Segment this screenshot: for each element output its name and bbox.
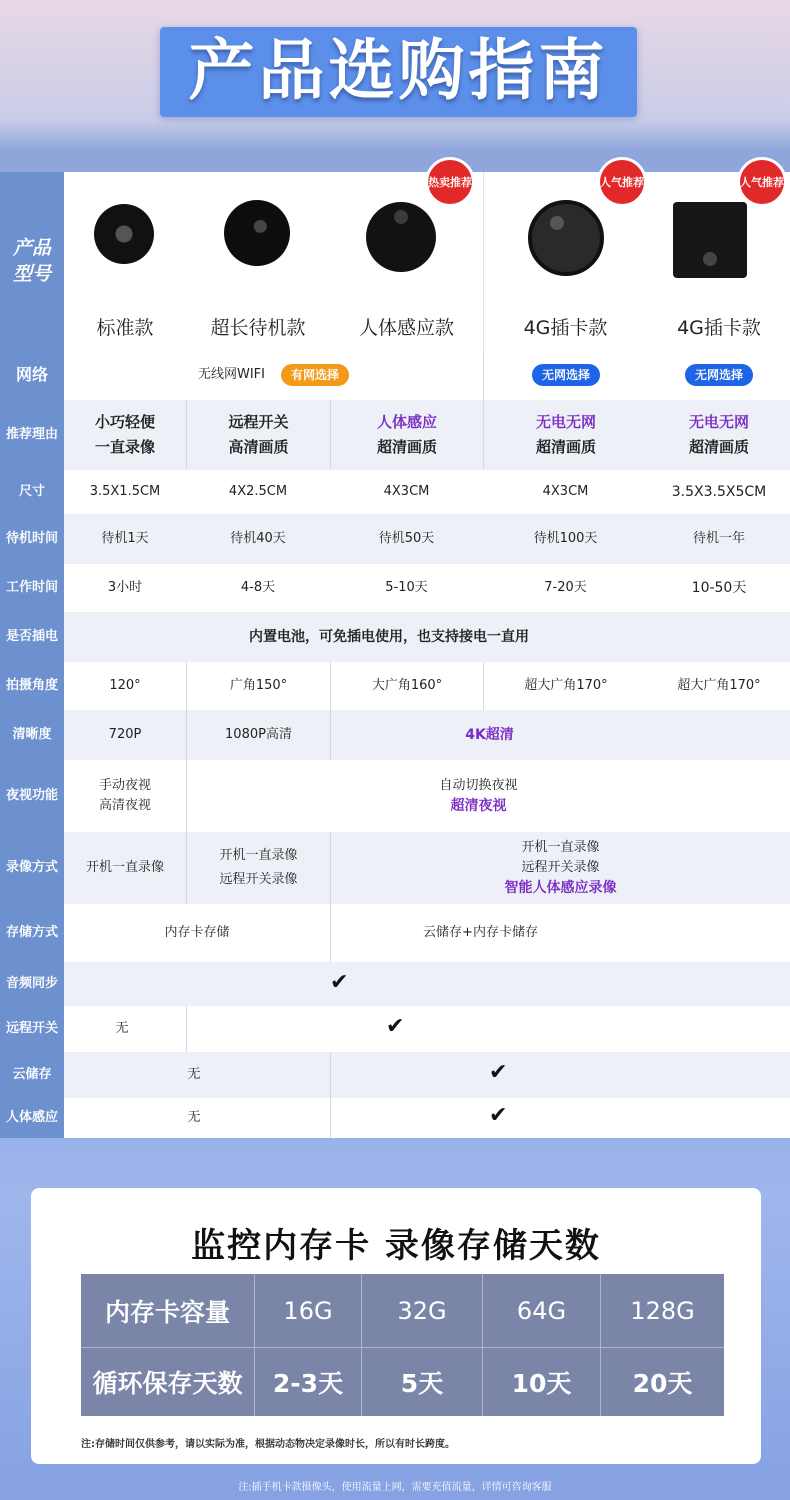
row-network <box>64 350 790 400</box>
memory-note: 注:存储时间仅供参考，请以实际为准，根据动态物决定录像时长，所以有时长跨度。 <box>81 1439 455 1450</box>
label-angle: 拍摄角度 <box>0 662 64 710</box>
audio-check-icon: ✔ <box>330 970 349 995</box>
row-reason <box>64 400 790 470</box>
label-remote: 远程开关 <box>0 1006 64 1052</box>
row-resolution <box>64 710 790 760</box>
camera-image-5 <box>673 202 747 278</box>
memory-cell-128g: 128G <box>601 1274 724 1348</box>
plug-text: 内置电池，可免插电使用，也支持接电一直用 <box>249 629 529 645</box>
remote-none: 无 <box>115 1021 129 1036</box>
standby-cell-2: 待机40天 <box>230 531 286 546</box>
row-human <box>64 1098 790 1138</box>
size-cell-3: 4X3CM <box>383 484 430 499</box>
resolution-cell-2: 1080P高清 <box>186 710 330 760</box>
reason-cell-3: 人体感应 超清画质 <box>330 400 483 470</box>
work-cell-2: 4-8天 <box>240 580 276 595</box>
standby-cell-3: 待机50天 <box>378 531 435 546</box>
standby-cell-4: 待机100天 <box>533 531 598 546</box>
label-resolution: 清晰度 <box>0 710 64 760</box>
row-standby <box>64 514 790 564</box>
angle-cell-3: 大广角160° <box>330 662 483 710</box>
popular-badge-1: 人气推荐 <box>600 160 644 204</box>
work-cell-4: 7-20天 <box>544 580 587 595</box>
title-banner <box>160 27 637 117</box>
wifi-pill: 有网选择 <box>281 364 349 386</box>
label-standby: 待机时间 <box>0 514 64 564</box>
human-none: 无 <box>187 1110 201 1125</box>
row-work <box>64 564 790 612</box>
camera-image-2 <box>224 200 290 266</box>
memory-cell-16g: 16G <box>255 1274 362 1348</box>
comparison-table <box>0 172 790 1138</box>
row-audio <box>64 962 790 1006</box>
label-network: 网络 <box>0 350 64 400</box>
record-cell-1: 开机一直录像 <box>85 860 164 875</box>
footer-note: 注:插手机卡款摄像头，使用流量上网，需要充值流量，详情可咨询客服 <box>238 1482 552 1493</box>
size-cell-1: 3.5X1.5CM <box>89 484 161 499</box>
memory-title: 监控内存卡 录像存储天数 <box>191 1226 601 1266</box>
row-angle <box>64 662 790 710</box>
memory-cell-64g: 64G <box>483 1274 601 1348</box>
page-title: 产品选购指南 <box>188 32 609 109</box>
label-audio: 音频同步 <box>0 962 64 1006</box>
night-cell-2: 自动切换夜视 超清夜视 <box>186 760 770 832</box>
memory-header-days: 循环保存天数 <box>81 1348 255 1416</box>
label-human: 人体感应 <box>0 1098 64 1138</box>
label-reason: 推荐理由 <box>0 400 64 470</box>
standby-cell-5: 待机一年 <box>692 531 745 546</box>
popular-badge-2: 人气推荐 <box>740 160 784 204</box>
human-check-icon: ✔ <box>489 1103 508 1128</box>
row-storage <box>64 904 790 962</box>
row-model <box>64 172 790 350</box>
storage-cell-1: 内存卡存储 <box>164 925 230 940</box>
label-record: 录像方式 <box>0 832 64 904</box>
angle-cell-1: 120° <box>109 678 141 693</box>
model-name-2: 超长待机款 <box>210 317 306 339</box>
label-cloud: 云储存 <box>0 1052 64 1098</box>
4g-pill-1: 无网选择 <box>532 364 600 386</box>
memory-cell-32g: 32G <box>362 1274 483 1348</box>
hot-badge: 热卖推荐 <box>428 160 472 204</box>
standby-cell-1: 待机1天 <box>101 531 149 546</box>
memory-card-panel <box>31 1188 761 1464</box>
memory-header-capacity: 内存卡容量 <box>81 1274 255 1348</box>
night-cell-1: 手动夜视 高清夜视 <box>98 778 151 813</box>
label-size: 尺寸 <box>0 470 64 514</box>
camera-image-4 <box>528 200 604 276</box>
wifi-text: 无线网WIFI <box>197 367 265 382</box>
row-night <box>64 760 790 832</box>
row-cloud <box>64 1052 790 1098</box>
record-cell-3: 开机一直录像 远程开关录像 智能人体感应录像 <box>330 832 790 904</box>
work-cell-3: 5-10天 <box>385 580 428 595</box>
model-name-1: 标准款 <box>96 317 154 339</box>
reason-cell-4: 无电无网 超清画质 <box>483 400 648 470</box>
row-plug <box>64 612 790 662</box>
label-night: 夜视功能 <box>0 760 64 832</box>
reason-cell-2: 远程开关 高清画质 <box>186 400 330 470</box>
memory-days-32g: 5天 <box>362 1348 483 1416</box>
label-work: 工作时间 <box>0 564 64 612</box>
row-remote <box>64 1006 790 1052</box>
work-cell-1: 3小时 <box>107 580 143 595</box>
size-cell-2: 4X2.5CM <box>228 484 288 499</box>
model-name-4: 4G插卡款 <box>523 317 608 339</box>
resolution-cell-3: 4K超清 <box>330 710 648 760</box>
model-name-3: 人体感应款 <box>358 317 454 339</box>
camera-image-3 <box>366 202 436 272</box>
size-cell-4: 4X3CM <box>542 484 589 499</box>
size-cell-5: 3.5X3.5X5CM <box>671 484 767 500</box>
label-plug: 是否插电 <box>0 612 64 662</box>
memory-table <box>81 1274 724 1416</box>
label-storage: 存储方式 <box>0 904 64 962</box>
4g-pill-2: 无网选择 <box>685 364 753 386</box>
remote-check-icon: ✔ <box>386 1014 405 1039</box>
reason-cell-1: 小巧轻便 一直录像 <box>94 413 155 456</box>
work-cell-5: 10-50天 <box>691 580 747 596</box>
cloud-check-icon: ✔ <box>489 1060 508 1085</box>
row-size <box>64 470 790 514</box>
record-cell-2: 开机一直录像 远程开关录像 <box>186 832 330 904</box>
cloud-none: 无 <box>187 1067 201 1082</box>
memory-days-128g: 20天 <box>632 1369 693 1398</box>
storage-cell-2: 云储存+内存卡储存 <box>330 904 630 962</box>
memory-days-16g: 2-3天 <box>255 1348 362 1416</box>
memory-days-64g: 10天 <box>483 1348 601 1416</box>
model-name-5: 4G插卡款 <box>677 317 761 339</box>
angle-cell-5: 超大广角170° <box>677 678 761 693</box>
angle-cell-4: 超大广角170° <box>483 662 648 710</box>
camera-image-1 <box>94 204 154 264</box>
resolution-cell-1: 720P <box>108 727 142 742</box>
row-record <box>64 832 790 904</box>
angle-cell-2: 广角150° <box>186 662 330 710</box>
label-model: 产品型号 <box>0 172 64 350</box>
reason-cell-5: 无电无网 超清画质 <box>688 413 749 456</box>
